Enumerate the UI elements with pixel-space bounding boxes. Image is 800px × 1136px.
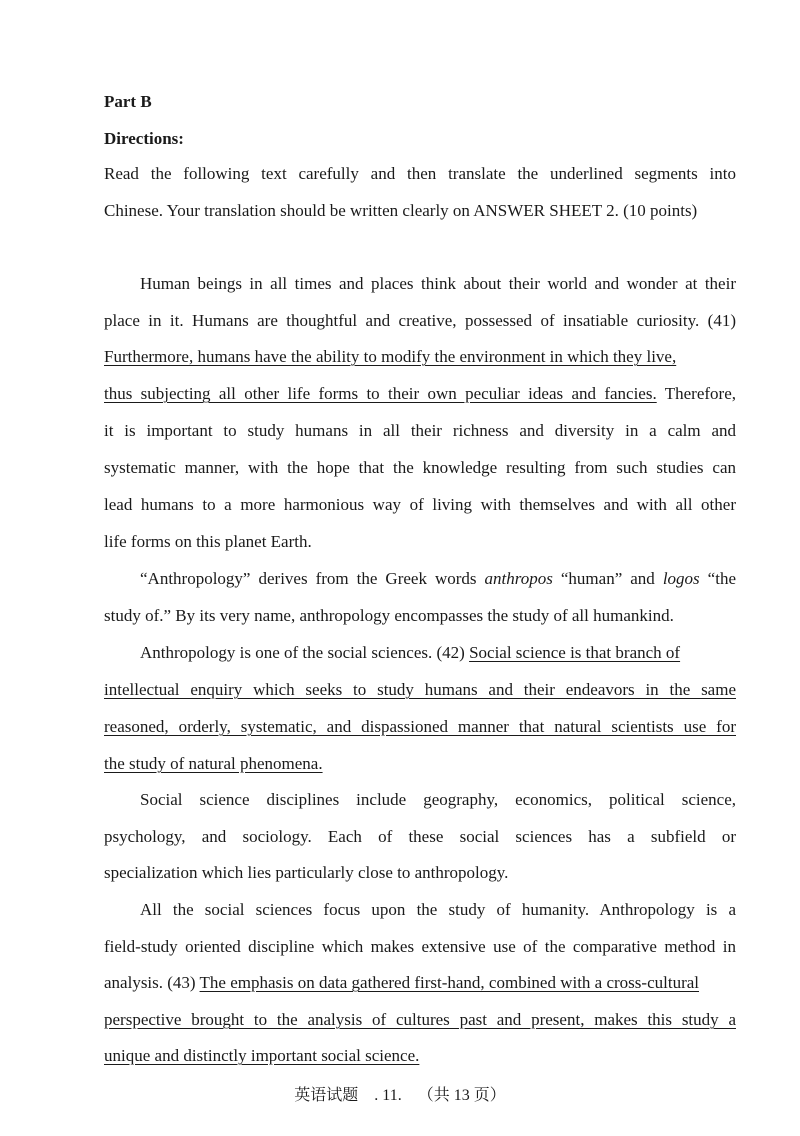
underlined-segment-42: Social science is that branch of bbox=[469, 643, 681, 662]
para4-line: psychology, and sociology. Each of these social sciences has a subfield or bbox=[104, 827, 736, 846]
para4-line: specialization which lies particularly close to anthropology. bbox=[104, 863, 509, 882]
para3-text: Anthropology is one of the social sciences. (42) bbox=[140, 643, 470, 662]
para1-line bbox=[104, 383, 736, 405]
para1-line: place in it. Humans are thoughtful and creative, possessed of insatiable curiosity. (41) bbox=[104, 311, 736, 330]
para1-line: it is important to study humans in all their richness and diversity in a calm and bbox=[104, 421, 736, 440]
para2-text: “Anthropology” derives from the Greek words bbox=[140, 569, 485, 588]
intro-line: Chinese. Your translation should be written clearly on ANSWER SHEET 2. (10 points) bbox=[104, 201, 698, 220]
greek-word: logos bbox=[662, 569, 700, 588]
intro-line: Read the following text carefully and then translate the underlined segments into bbox=[104, 164, 736, 183]
para1-line: lead humans to a more harmonious way of living with themselves and with all other bbox=[104, 495, 736, 514]
underlined-segment-43: The emphasis on data gathered first-hand, combined with a cross-cultural bbox=[199, 973, 699, 992]
greek-word: anthropos bbox=[484, 569, 553, 588]
para1-text: Therefore, bbox=[656, 384, 736, 403]
para2-text: “the bbox=[699, 569, 736, 588]
page-total: （共 13 页） bbox=[417, 1087, 506, 1104]
underlined-segment-42: reasoned, orderly, systematic, and dispassioned manner that natural scientists use for bbox=[104, 717, 736, 736]
para1-line bbox=[104, 346, 736, 368]
page-number: . 11. bbox=[374, 1087, 402, 1104]
para2-text: “human” and bbox=[552, 569, 663, 588]
para5-line: All the social sciences focus upon the study of humanity. Anthropology is a bbox=[140, 900, 736, 919]
para3-line bbox=[104, 679, 736, 701]
para2-line: study of.” By its very name, anthropology encompasses the study of all humankind. bbox=[104, 606, 674, 625]
exam-title: 英语试题 bbox=[294, 1087, 359, 1104]
underlined-segment-42: intellectual enquiry which seeks to study humans and their endeavors in the same bbox=[104, 680, 736, 699]
para5-line bbox=[104, 972, 736, 994]
directions-heading: Directions: bbox=[104, 129, 184, 148]
para4-line: Social science disciplines include geography, economics, political science, bbox=[140, 790, 736, 809]
underlined-segment-41: thus subjecting all other life forms to their own peculiar ideas and fancies. bbox=[104, 384, 657, 403]
para3-line bbox=[140, 642, 736, 664]
underlined-segment-43: unique and distinctly important social science. bbox=[104, 1046, 420, 1065]
underlined-segment-42: the study of natural phenomena. bbox=[104, 754, 323, 773]
para1-line: systematic manner, with the hope that the knowledge resulting from such studies can bbox=[104, 458, 736, 477]
underlined-segment-43: perspective brought to the analysis of cultures past and present, makes this study a bbox=[104, 1010, 736, 1029]
page-footer bbox=[0, 1086, 800, 1106]
para3-line bbox=[104, 753, 736, 775]
para1-line: Human beings in all times and places think about their world and wonder at their bbox=[140, 274, 736, 293]
para5-line: field-study oriented discipline which makes extensive use of the comparative method in bbox=[104, 937, 736, 956]
para5-line bbox=[104, 1045, 736, 1067]
para2-line bbox=[140, 568, 736, 590]
para5-line bbox=[104, 1009, 736, 1031]
underlined-segment-41: Furthermore, humans have the ability to modify the environment in which they live, bbox=[104, 347, 677, 366]
para1-line: life forms on this planet Earth. bbox=[104, 532, 312, 551]
part-heading: Part B bbox=[104, 92, 152, 111]
para5-text: analysis. (43) bbox=[104, 973, 200, 992]
para3-line bbox=[104, 716, 736, 738]
